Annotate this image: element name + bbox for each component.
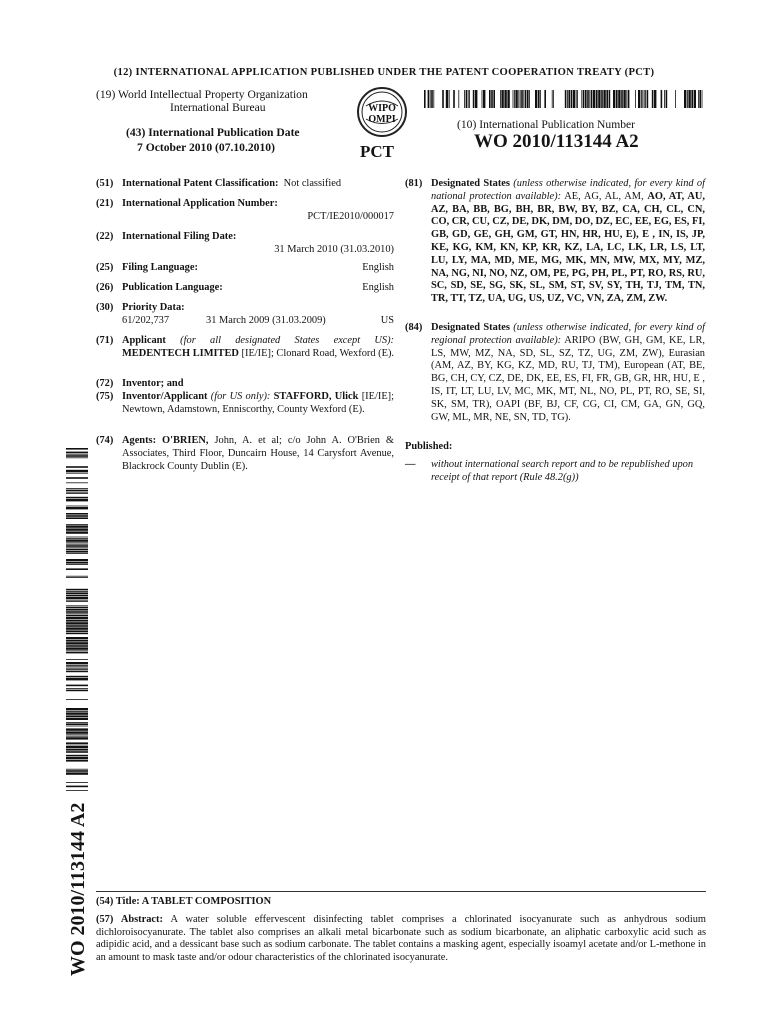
field-22-value: 31 March 2010 (31.03.2010) [274, 243, 394, 255]
intl-publication-number: WO 2010/113144 A2 [474, 131, 639, 152]
field-22-number: (22) [96, 231, 114, 242]
field-74-label: Agents: [122, 435, 157, 446]
field-21-value: PCT/IE2010/000017 [307, 210, 394, 222]
published-text: without international search report and to be republished upon receipt of that report (Rule 48.2(g)) [431, 459, 694, 483]
pct-label: PCT [360, 142, 394, 161]
field-30-label: Priority Data: [122, 302, 185, 313]
field-71-label: Applicant [122, 335, 166, 346]
agent-name: O'BRIEN, [162, 435, 209, 446]
field-26-number: (26) [96, 282, 114, 293]
organization-line1: (19) World Intellectual Property Organization [96, 88, 308, 101]
regional-states-list: ARIPO (BW, GH, GM, KE, LR, LS, MW, MZ, NA, SD, SL, SZ, TZ, UG, ZM, ZW), Eurasian (AM, AZ, BY, KG, KZ, MD, RU, TJ, TM), European (AT, BE, BG, CH, CY, CZ, DE, DK, EE, ES, FI, FR, GB, GR, HR, HU, E , IS, IT, LT, LU, LV, MC, MK, MT, NL, NO, PL, PT, RO, SE, SI, SK, SM, TR), OAPI (BF, BJ, CF, CG, CI, CM, GA, GN, GQ, GW, ML, MR, NE, SN, TD, TG). [431, 334, 705, 423]
side-publication-number-text: WO 2010/113144 A2 [67, 802, 89, 976]
priority-application-number: 61/202,737 [122, 314, 170, 326]
field-71-number: (71) [96, 335, 114, 346]
field-74-number: (74) [96, 435, 114, 446]
field-26-label: Publication Language: [122, 282, 223, 293]
inventor-name: STAFFORD, Ulick [273, 391, 359, 402]
priority-country: US [380, 314, 394, 326]
section-divider [96, 891, 706, 892]
publication-date-label: (43) International Publication Date [126, 126, 300, 139]
publication-date-value: 7 October 2010 (07.10.2010) [137, 141, 275, 154]
field-72-number: (72) [96, 378, 114, 389]
agent-address: John, A. et al; c/o John A. O'Brien & Associates, Third Floor, Duncairn House, 14 Carysfort Avenue, Blackrock County Dublin (E). [122, 435, 394, 472]
field-25-number: (25) [96, 262, 114, 273]
field-21-number: (21) [96, 198, 114, 209]
logo-text-top: WIPO [368, 103, 396, 114]
field-81-label: Designated States [431, 178, 510, 189]
published-dash: — [405, 459, 416, 470]
national-states-first: AE, AG, AL, AM, [564, 190, 644, 202]
abstract-text: A water soluble effervescent disinfecting tablet comprises a chlorinated isocyanurate such as anhydrous sodium dichloroisocyanurate. The tablet also comprises an alkali metal bicarbonate such as sodium bicarbonate, an aliphatic carboxylic acid such as adipidic acid, and a dessicant base such as sodium carbonate. The tablet contains a masking agent, especially isoamyl acetate and/or L-methone in an amount to mask taste and/or odour characteristics of the chlorinated isocyanurate. [96, 914, 707, 963]
field-84-number: (84) [405, 322, 423, 333]
published-label: Published: [405, 441, 453, 452]
invention-title: (54) Title: A TABLET COMPOSITION [96, 896, 272, 907]
inventor-address: [IE/IE]; Newtown, Adamstown, Enniscorthy, County Wexford (E). [122, 391, 395, 415]
side-barcode-icon [66, 448, 88, 796]
field-75-label: Inventor/Applicant [122, 391, 208, 402]
field-72-label: Inventor; and [122, 378, 184, 389]
field-75-qualifier: (for US only): [210, 391, 271, 402]
logo-text-bottom: OMPI [368, 114, 396, 125]
side-publication-number [65, 800, 89, 976]
field-81-number: (81) [405, 178, 423, 189]
organization-line2: International Bureau [170, 101, 266, 114]
organization-name [96, 88, 356, 114]
applicant-name: MEDENTECH LIMITED [122, 347, 239, 359]
field-51-label: International Patent Classification: [122, 178, 279, 189]
field-84-label: Designated States [431, 322, 510, 333]
priority-date: 31 March 2009 (31.03.2009) [206, 314, 326, 326]
field-51-value: Not classified [283, 178, 342, 189]
field-22-label: International Filing Date: [122, 231, 237, 242]
abstract-label: (57) Abstract: [96, 914, 163, 925]
field-26-value: English [362, 282, 394, 293]
field-84-qualifier: (unless otherwise indicated, for every kind of regional protection available): [431, 322, 705, 346]
field-75-number: (75) [96, 391, 114, 402]
field-71-qualifier: (for all designated States except US): [180, 335, 394, 346]
field-81-qualifier: (unless otherwise indicated, for every kind of national protection available): [431, 178, 705, 202]
barcode-top-icon [424, 90, 704, 108]
abstract [96, 914, 706, 964]
field-51-number: (51) [96, 178, 114, 189]
field-25-label: Filing Language: [122, 262, 198, 273]
bibliographic-left-column [96, 178, 394, 488]
field-21-label: International Application Number: [122, 198, 278, 209]
national-states-list: AO, AT, AU, AZ, BA, BB, BG, BH, BR, BW, BY, BZ, CA, CH, CL, CN, CO, CR, CU, CZ, DE, DK, DM, DO, DZ, EC, EE, EG, ES, FI, GB, GD, GE, GH, GM, GT, HN, HR, HU, E), E , IN, IS, JP, KE, KG, KM, KN, KP, KR, KZ, LA, LC, LK, LR, LS, LT, LU, LY, MA, MD, ME, MG, MK, MN, MW, MX, MY, MZ, NA, NG, NI, NO, NZ, OM, PE, PG, PH, PL, PT, RO, RS, RU, SC, SD, SE, SG, SK, SL, SM, ST, SV, SY, TH, TJ, TM, TN, TR, TT, TZ, UA, UG, US, UZ, VC, VN, ZA, ZM, ZW. [431, 190, 705, 305]
field-25-value: English [362, 262, 394, 273]
intl-publication-number-label: (10) International Publication Number [457, 118, 636, 131]
header-treaty-line: (12) INTERNATIONAL APPLICATION PUBLISHED UNDER THE PATENT COOPERATION TREATY (PCT) [113, 67, 655, 78]
wipo-logo [356, 86, 408, 138]
bibliographic-right-column [405, 178, 705, 483]
field-30-number: (30) [96, 302, 114, 313]
applicant-address: [IE/IE]; Clonard Road, Wexford (E). [241, 347, 395, 359]
